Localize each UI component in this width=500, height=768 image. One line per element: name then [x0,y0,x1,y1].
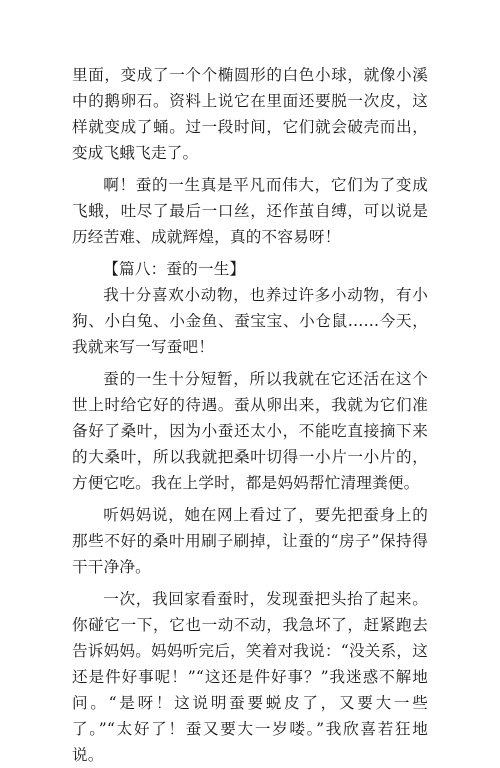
paragraph-intro: 我十分喜欢小动物，也养过许多小动物，有小狗、小白兔、小金鱼、蚕宝宝、小仓鼠……今天，我就来写一写蚕吧！ [72,286,428,356]
paragraph-molting: 一次，我回家看蚕时，发现蚕把头抬了起来。你碰它一下，它也一动不动，我急坏了，赶紧跑去告诉妈妈。妈妈听完后，笑着对我说：“没关系，这还是件好事呢！”“这还是件好事？”我迷惑不解地问。“是呀！这说明蚕要蜕皮了，又要大一些了。”“太好了！蚕又要大一岁喽。”我欣喜若狂地说。 [72,590,428,764]
paragraph-mother-advice: 听妈妈说，她在网上看过了，要先把蚕身上的那些不好的桑叶用刷子刷掉，让蚕的“房子”保持得干干净净。 [72,506,428,576]
paragraph-care: 蚕的一生十分短暂，所以我就在它还活在这个世上时给它好的待遇。蚕从卵出来，我就为它们准备好了桑叶，因为小蚕还太小，不能吃直接摘下来的大桑叶，所以我就把桑叶切得一小片一小片的，方便它吃。我在上学时，都是妈妈帮忙清理粪便。 [72,370,428,492]
paragraph-conclusion: 啊！蚕的一生真是平凡而伟大，它们为了变成飞蛾，吐尽了最后一口丝，还作茧自缚，可以说是历经苦难、成就辉煌，真的不容易呀！ [72,176,428,246]
section-heading: 【篇八：蚕的一生】 [103,260,246,278]
paragraph-continuation: 里面，变成了一个个椭圆形的白色小球，就像小溪中的鹅卵石。资料上说它在里面还要脱一次皮，这样就变成了蛹。过一段时间，它们就会破壳而出，变成飞蛾飞走了。 [72,66,428,162]
document-page [72,62,428,768]
